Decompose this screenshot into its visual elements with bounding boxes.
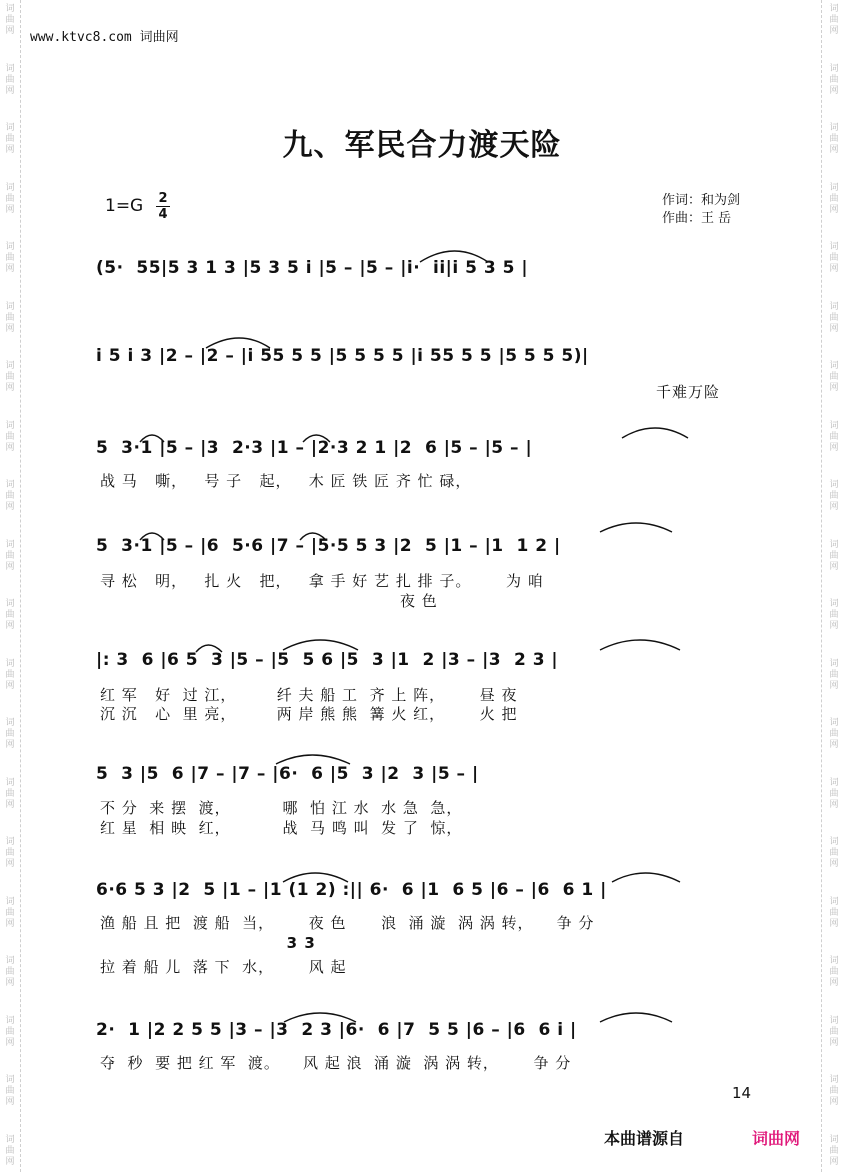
page-number: 14 xyxy=(732,1084,752,1102)
notation-line-1: (5· 55|5 3 1 3 |5 3 5 i |5 – |5 – |i· ii|i 5 3 5 | xyxy=(96,258,529,278)
watermark-glyphs: 词 曲 网 xyxy=(829,242,839,274)
watermark-glyphs: 词 曲 网 xyxy=(829,63,839,96)
watermark-glyphs: 词 曲 网 xyxy=(829,777,839,810)
notation-line-6: 5 3 |5 6 |7 – |7 – |6· 6 |5 3 |2 3 |5 – | xyxy=(96,764,479,784)
watermark-glyphs: 词 曲 网 xyxy=(829,539,839,572)
watermark-glyphs: 词 曲 网 xyxy=(829,361,839,393)
watermark-glyphs: 词 曲 网 xyxy=(5,1075,15,1107)
notation-line-8: 2· 1 |2 2 5 5 |3 – |3 2 3 |6· 6 |7 5 5 |6 – |6 6 i | xyxy=(96,1020,577,1040)
watermark-glyphs: 词 曲 网 xyxy=(829,1075,839,1107)
watermark-glyphs: 词 曲 网 xyxy=(829,480,839,512)
credits xyxy=(662,192,740,228)
watermark-glyphs: 词 曲 网 xyxy=(829,182,839,215)
lyric-line-3-1: 战 马 嘶， 号 子 起， 木 匠 铁 匠 齐 忙 碌， xyxy=(100,472,472,490)
time-signature xyxy=(156,192,170,221)
lyric-line-2-1: 千难万险 xyxy=(656,383,721,401)
watermark-glyphs: 词 曲 网 xyxy=(5,63,15,96)
watermark-glyphs: 词 曲 网 xyxy=(5,182,15,215)
watermark-glyphs: 词 曲 网 xyxy=(5,301,15,334)
lyric-line-7-3: 拉 着 船 儿 落 下 水， 风 起 xyxy=(100,958,347,976)
watermark-glyphs: 词 曲 网 xyxy=(829,420,839,453)
watermark-glyphs: 词 曲 网 xyxy=(5,599,15,631)
watermark-glyphs: 词 曲 网 xyxy=(829,956,839,988)
lyric-line-7-2: 3 3 xyxy=(100,934,316,952)
watermark-glyphs: 词 曲 网 xyxy=(829,1015,839,1048)
watermark-glyphs: 词 曲 网 xyxy=(5,658,15,691)
lyric-line-7-1: 渔 船 且 把 渡 船 当， 夜 色 浪 涌 漩 涡 涡 转， 争 分 xyxy=(100,914,595,932)
notation-line-5: |: 3 6 |6 5 3 |5 – |5 5 6 |5 3 |1 2 |3 – |3 2 3 | xyxy=(96,650,559,670)
lyric-line-4-2: 夜 色 xyxy=(100,592,438,610)
watermark-glyphs: 词 曲 网 xyxy=(5,361,15,393)
slur xyxy=(600,523,672,532)
watermark-glyphs: 词 曲 网 xyxy=(5,777,15,810)
watermark-glyphs: 词 曲 网 xyxy=(5,1015,15,1048)
slur xyxy=(283,640,358,650)
watermark-glyphs: 词 曲 网 xyxy=(829,1134,839,1167)
lyric-line-4-1: 寻 松 明， 扎 火 把， 拿 手 好 艺 扎 排 子。 为 咱 xyxy=(100,572,544,590)
slur xyxy=(622,428,688,438)
notation-line-3: 5 3·1 |5 – |3 2·3 |1 – |2·3 2 1 |2 6 |5 – |5 – | xyxy=(96,438,533,458)
right-watermark-strip xyxy=(821,0,844,1172)
watermark-glyphs: 词 曲 网 xyxy=(5,956,15,988)
lyric-line-6-1: 不 分 来 摆 渡， 哪 怕 江 水 水 急 急， xyxy=(100,799,463,817)
watermark-glyphs: 词 曲 网 xyxy=(829,837,839,869)
lyric-line-6-2: 红 星 相 映 红， 战 马 鸣 叫 发 了 惊， xyxy=(100,819,463,837)
watermark-glyphs: 词 曲 网 xyxy=(829,658,839,691)
notation-line-7: 6·6 5 3 |2 5 |1 – |1 (1 2) :|| 6· 6 |1 6 5 |6 – |6 6 1 | xyxy=(96,880,607,900)
watermark-glyphs: 词 曲 网 xyxy=(5,480,15,512)
footer-source-label: 本曲谱源自 xyxy=(604,1129,685,1148)
watermark-glyphs: 词 曲 网 xyxy=(5,420,15,453)
site-url[interactable]: www.ktvc8.com 词曲网 xyxy=(30,30,179,45)
composer-credit: 作曲：王 岳 xyxy=(662,211,732,226)
watermark-glyphs: 词 曲 网 xyxy=(5,4,15,36)
watermark-glyphs: 词 曲 网 xyxy=(5,242,15,274)
time-signature-bottom: 4 xyxy=(158,207,168,222)
watermark-glyphs: 词 曲 网 xyxy=(5,1134,15,1167)
watermark-glyphs: 词 曲 网 xyxy=(5,837,15,869)
notation-line-2: i 5 i 3 |2 – |2 – |i 55 5 5 |5 5 5 5 |i 55 5 5 |5 5 5 5)| xyxy=(96,346,589,366)
left-watermark-strip xyxy=(0,0,21,1172)
watermark-glyphs: 词 曲 网 xyxy=(829,718,839,750)
watermark-glyphs: 词 曲 网 xyxy=(5,123,15,155)
watermark-glyphs: 词 曲 网 xyxy=(829,4,839,36)
watermark-glyphs: 词 曲 网 xyxy=(5,896,15,929)
lyric-line-8-1: 夺 秒 要 把 红 军 渡。 风 起 浪 涌 漩 涡 涡 转， 争 分 xyxy=(100,1054,572,1072)
lyric-line-5-1: 红 军 好 过 江， 纤 夫 船 工 齐 上 阵， 昼 夜 xyxy=(100,686,518,704)
lyricist-credit: 作词：和为剑 xyxy=(662,193,741,208)
watermark-glyphs: 词 曲 网 xyxy=(5,539,15,572)
watermark-glyphs: 词 曲 网 xyxy=(829,896,839,929)
watermark-glyphs: 词 曲 网 xyxy=(5,718,15,750)
time-signature-top: 2 xyxy=(158,191,168,206)
watermark-glyphs: 词 曲 网 xyxy=(829,599,839,631)
watermark-glyphs: 词 曲 网 xyxy=(829,123,839,155)
notation-line-4: 5 3·1 |5 – |6 5·6 |7 – |5·5 5 3 |2 5 |1 – |1 1 2 | xyxy=(96,536,561,556)
slur xyxy=(600,640,680,650)
slur xyxy=(276,755,350,764)
lyric-line-5-2: 沉 沉 心 里 亮， 两 岸 熊 熊 篝 火 红， 火 把 xyxy=(100,705,518,723)
page-title: 九、军民合力渡天险 xyxy=(282,128,562,163)
footer-logo[interactable]: 词曲网 xyxy=(752,1129,801,1148)
watermark-glyphs: 词 曲 网 xyxy=(829,301,839,334)
key-signature: 1=G xyxy=(105,196,144,216)
